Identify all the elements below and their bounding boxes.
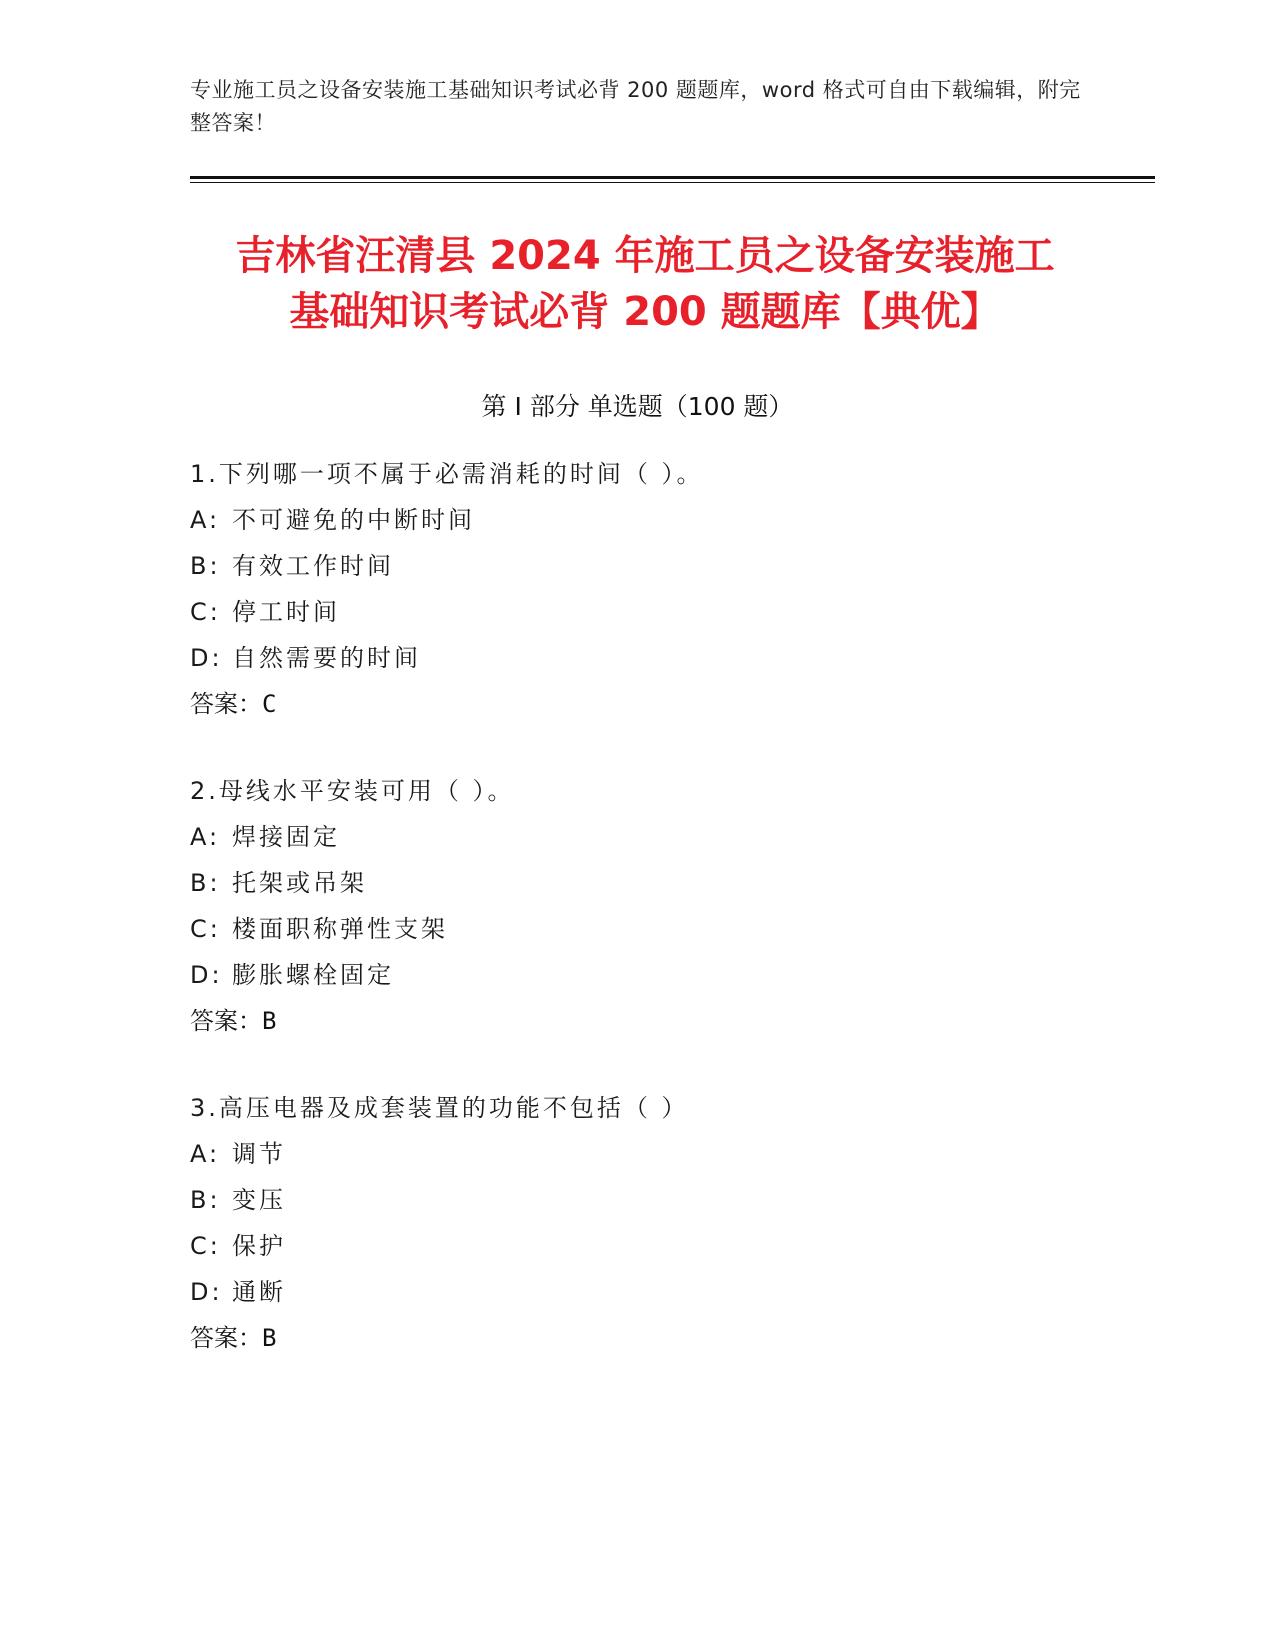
document-title (170, 228, 1120, 340)
option-text: 焊接固定 (232, 823, 340, 851)
option-c (190, 1223, 1090, 1269)
question-stem: 3.高压电器及成套装置的功能不包括（ ） (190, 1094, 689, 1122)
title-line-2: 基础知识考试必背 200 题题库【典优】 (289, 289, 1001, 335)
option-letter: B: (190, 1186, 221, 1214)
option-b (190, 1177, 1090, 1223)
option-d (190, 952, 1090, 998)
option-letter: B: (190, 552, 221, 580)
answer-label: 答案： (190, 1324, 262, 1352)
option-text: 膨胀螺栓固定 (232, 961, 394, 989)
question-stem: 1.下列哪一项不属于必需消耗的时间（ ）。 (190, 460, 704, 488)
answer-line (190, 1315, 1090, 1361)
option-letter: D: (190, 1278, 223, 1306)
section-heading: 第 I 部分 单选题（100 题） (481, 392, 794, 421)
option-text: 变压 (232, 1186, 286, 1214)
option-text: 调节 (232, 1140, 286, 1168)
option-text: 不可避免的中断时间 (232, 506, 475, 534)
question-2 (190, 768, 1090, 1044)
answer-value: C (262, 690, 277, 718)
option-letter: A: (190, 1140, 221, 1168)
option-text: 保护 (232, 1232, 286, 1260)
option-b (190, 860, 1090, 906)
answer-line (190, 681, 1090, 727)
option-text: 托架或吊架 (232, 869, 367, 897)
question-stem: 2.母线水平安装可用（ ）。 (190, 777, 515, 805)
option-letter: A: (190, 823, 221, 851)
option-letter: C: (190, 598, 221, 626)
option-text: 自然需要的时间 (232, 644, 421, 672)
option-letter: A: (190, 506, 221, 534)
option-letter: D: (190, 644, 223, 672)
header-note: 专业施工员之设备安装施工基础知识考试必背 200 题题库，word 格式可自由下载编辑，附完整答案！ (190, 78, 1081, 135)
option-a (190, 1131, 1090, 1177)
option-c (190, 589, 1090, 635)
option-a (190, 814, 1090, 860)
option-d (190, 635, 1090, 681)
option-text: 通断 (232, 1278, 286, 1306)
option-c (190, 906, 1090, 952)
answer-label: 答案： (190, 1007, 262, 1035)
answer-label: 答案： (190, 690, 262, 718)
answer-line (190, 998, 1090, 1044)
answer-value: B (262, 1324, 277, 1352)
option-b (190, 543, 1090, 589)
option-letter: D: (190, 961, 223, 989)
option-text: 有效工作时间 (232, 552, 394, 580)
header-divider-thin (190, 182, 1155, 183)
title-line-1: 吉林省汪清县 2024 年施工员之设备安装施工 (235, 233, 1055, 279)
option-a (190, 497, 1090, 543)
question-3 (190, 1085, 1090, 1361)
answer-value: B (262, 1007, 277, 1035)
option-letter: C: (190, 1232, 221, 1260)
question-1 (190, 451, 1090, 727)
option-text: 停工时间 (232, 598, 340, 626)
header-divider-thick (190, 176, 1155, 179)
option-d (190, 1269, 1090, 1315)
option-letter: C: (190, 915, 221, 943)
option-letter: B: (190, 869, 221, 897)
option-text: 楼面职称弹性支架 (232, 915, 448, 943)
